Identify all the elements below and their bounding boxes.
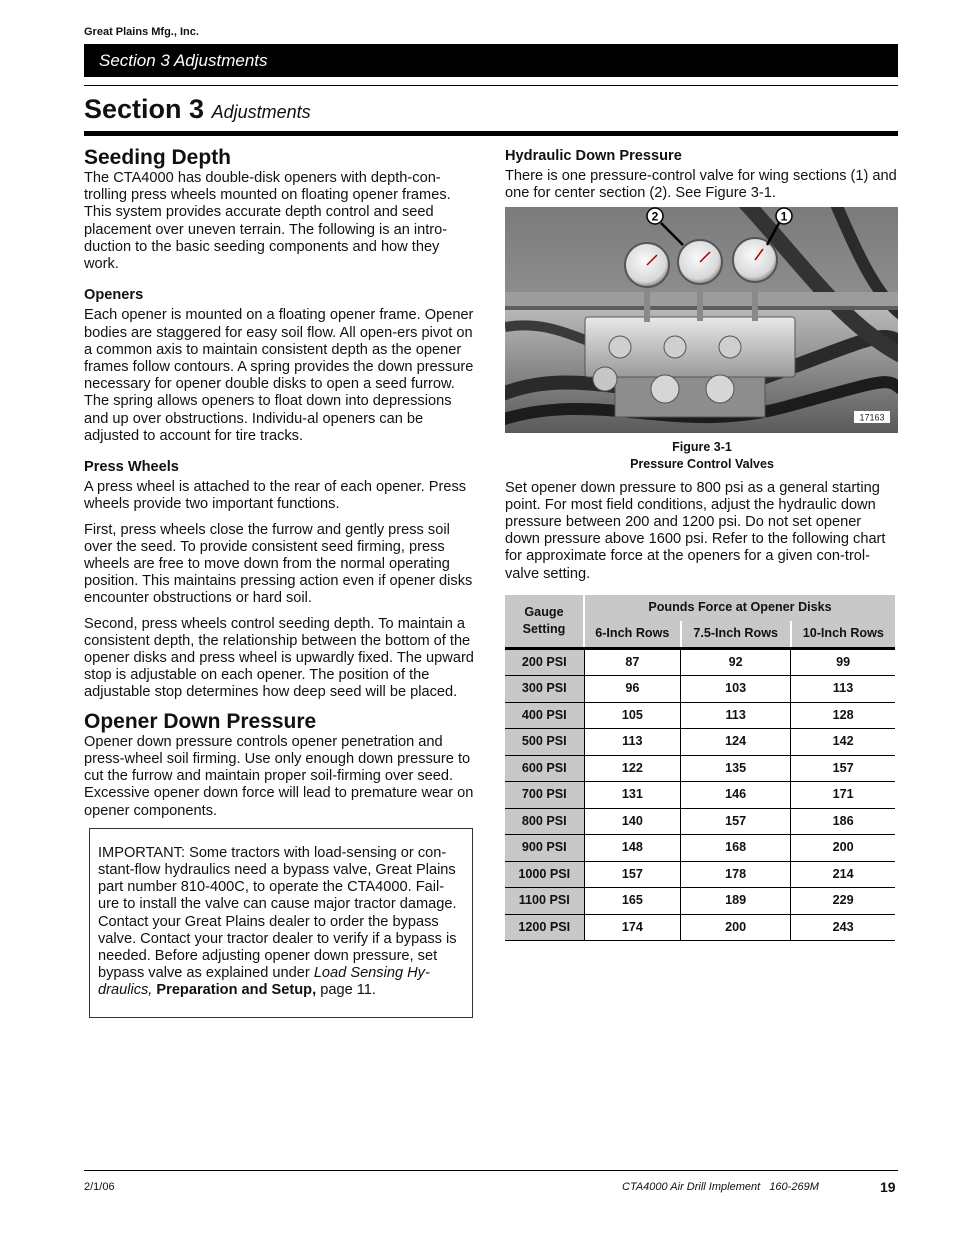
page-title: [84, 94, 311, 125]
force-value-cell: 128: [791, 702, 895, 729]
left-column: [84, 146, 476, 1018]
gauge-setting-cell: 300 PSI: [505, 676, 584, 703]
force-value-cell: 113: [791, 676, 895, 703]
seeding-depth-heading: Seeding Depth: [84, 146, 232, 169]
gauge-setting-cell: 600 PSI: [505, 755, 584, 782]
gauge-setting-cell: 500 PSI: [505, 729, 584, 756]
force-value-cell: 174: [584, 914, 681, 941]
force-value-cell: 113: [681, 702, 791, 729]
force-value-cell: 113: [584, 729, 681, 756]
table-row: [505, 729, 895, 756]
force-value-cell: 87: [584, 648, 681, 676]
title-rule: [84, 131, 898, 136]
force-value-cell: 178: [681, 861, 791, 888]
gauge-setting-cell: 200 PSI: [505, 648, 584, 676]
figure-caption: [505, 439, 899, 473]
important-ref-italic: Load Sensing Hy-draulics,: [98, 965, 430, 999]
force-value-cell: 96: [584, 676, 681, 703]
opener-down-pressure-heading: Opener Down Pressure: [84, 709, 317, 733]
hydraulic-down-pressure-text: There is one pressure-control valve for wing sections (1) and one for center section (2). See Figure 3-1.: [505, 168, 897, 202]
table-row: [505, 808, 895, 835]
important-ref-bold: Preparation and Setup,: [156, 982, 317, 999]
force-value-cell: 99: [791, 648, 895, 676]
svg-text:2: 2: [651, 209, 659, 224]
force-value-cell: 186: [791, 808, 895, 835]
force-value-cell: 148: [584, 835, 681, 862]
pounds-force-header: Pounds Force at Opener Disks: [584, 595, 895, 621]
force-value-cell: 165: [584, 888, 681, 915]
figure-number: Figure 3-1: [672, 439, 732, 454]
section-bar: Section 3 Adjustments: [84, 44, 898, 77]
footer-date: 2/1/06: [84, 1181, 115, 1193]
openers-text: Each opener is mounted on a floating opener frame. Opener bodies are staggered for easy soil flow. All open-ers pivot on a common axis to maintain consistent depth as the opener frames follow contours. A spring provides the down pressure necessary for opener double disks to open a seed furrow. The spring allows openers to float down into depressions and up over obstructions. Individu-al openers can be adjusted to account for tire tracks.: [84, 307, 474, 444]
press-wheels-heading: Press Wheels: [84, 459, 179, 476]
footer-rule: [84, 1170, 898, 1171]
table-row: [505, 755, 895, 782]
gauge-setting-cell: 1200 PSI: [505, 914, 584, 941]
section-subtitle: Adjustments: [211, 102, 311, 122]
important-notice: [89, 828, 473, 1018]
svg-text:1: 1: [780, 209, 788, 224]
gauge-setting-cell: 1000 PSI: [505, 861, 584, 888]
setting-text: Set opener down pressure to 800 psi as a general starting point. For most field conditions, adjust the hydraulic down pressure between 200 and 1200 psi. Do not set opener down pressure above 1600 psi. Refer to the following chart for approximate force at the openers for a given con-trol-valve setting.: [505, 479, 886, 582]
table-row: [505, 782, 895, 809]
table-row: [505, 648, 895, 676]
force-table-body: [505, 648, 895, 941]
column-header: 10-Inch Rows: [791, 621, 895, 649]
force-value-cell: 92: [681, 648, 791, 676]
force-value-cell: 171: [791, 782, 895, 809]
force-value-cell: 131: [584, 782, 681, 809]
press-wheels-text-2: First, press wheels close the furrow and gently press soil over the seed. To provide consistent seed firming, press wheels are free to move down from the normal operating position. This maintains pressing action even if opener disks encounter obstructions or hard soil.: [84, 521, 473, 607]
column-header: 6-Inch Rows: [584, 621, 681, 649]
force-value-cell: 214: [791, 861, 895, 888]
force-value-cell: 140: [584, 808, 681, 835]
force-value-cell: 135: [681, 755, 791, 782]
gauge-setting-cell: 800 PSI: [505, 808, 584, 835]
footer-document: CTA4000 Air Drill Implement 160-269M: [622, 1181, 819, 1193]
company-name: Great Plains Mfg., Inc.: [84, 26, 199, 38]
seeding-depth-text: The CTA4000 has double-disk openers with depth-con-trolling press wheels mounted on floating opener frames. This system provides accurate depth control and seed placement over uneven terrain. The following is an intro-duction to the basic seeding components and how they work.: [84, 170, 451, 273]
table-row: [505, 676, 895, 703]
force-value-cell: 122: [584, 755, 681, 782]
force-value-cell: 157: [681, 808, 791, 835]
force-value-cell: 146: [681, 782, 791, 809]
hydraulic-down-pressure-heading: Hydraulic Down Pressure: [505, 148, 682, 164]
pressure-control-valves-photo: [505, 207, 898, 433]
table-row: [505, 861, 895, 888]
gauge-setting-cell: 900 PSI: [505, 835, 584, 862]
openers-heading: Openers: [84, 287, 144, 304]
gauge-setting-cell: 700 PSI: [505, 782, 584, 809]
gauge-setting-cell: 400 PSI: [505, 702, 584, 729]
table-row: [505, 914, 895, 941]
force-value-cell: 168: [681, 835, 791, 862]
callout-2: [647, 208, 663, 224]
force-value-cell: 189: [681, 888, 791, 915]
figure-title: Pressure Control Valves: [630, 456, 774, 471]
force-value-cell: 157: [584, 861, 681, 888]
force-value-cell: 200: [791, 835, 895, 862]
photo-number: [854, 411, 890, 423]
force-value-cell: 157: [791, 755, 895, 782]
force-value-cell: 142: [791, 729, 895, 756]
svg-text:17163: 17163: [859, 412, 885, 423]
force-value-cell: 200: [681, 914, 791, 941]
press-wheels-text-3: Second, press wheels control seeding depth. To maintain a consistent depth, the relationship between the bottom of the opener disks and press wheel is upwardly fixed. The upward stop is adjustable on each opener. The position of the adjustable stop determines how deep seed will be placed.: [84, 615, 474, 701]
important-ref-page: page 11.: [320, 982, 376, 999]
callout-1: [776, 208, 792, 224]
table-row: [505, 888, 895, 915]
press-wheels-text-1: A press wheel is attached to the rear of each opener. Press wheels provide two important functions.: [84, 479, 467, 513]
force-value-cell: 103: [681, 676, 791, 703]
force-value-cell: 105: [584, 702, 681, 729]
page-number: 19: [880, 1179, 896, 1195]
gauge-setting-cell: 1100 PSI: [505, 888, 584, 915]
table-row: [505, 702, 895, 729]
force-value-cell: 243: [791, 914, 895, 941]
force-value-cell: 124: [681, 729, 791, 756]
table-row: [505, 835, 895, 862]
opener-down-pressure-text: Opener down pressure controls opener penetration and press-wheel soil firming. Use only enough down pressure to cut the furrow and maintain proper soil-firming over seed. Excessive opener down force will lead to premature wear on opener components.: [84, 733, 474, 819]
column-header: 7.5-Inch Rows: [681, 621, 791, 649]
gauge-setting-header: Gauge Setting: [505, 595, 584, 649]
section-title: Section 3: [84, 94, 205, 124]
force-value-cell: 229: [791, 888, 895, 915]
force-table: [505, 595, 895, 942]
right-column: [505, 148, 899, 941]
header-rule: [84, 85, 898, 86]
important-text: IMPORTANT: Some tractors with load-sensing or con-stant-flow hydraulics need a bypass valve, Great Plains part number 810-400C, to operate the CTA4000. Fail-ure to install the valve can cause major tractor damage. Contact your Great Plains dealer to order the bypass valve. Contact your tractor dealer to verify if a bypass is needed. Before adjusting opener down pressure, set bypass valve as explained under: [98, 844, 457, 982]
